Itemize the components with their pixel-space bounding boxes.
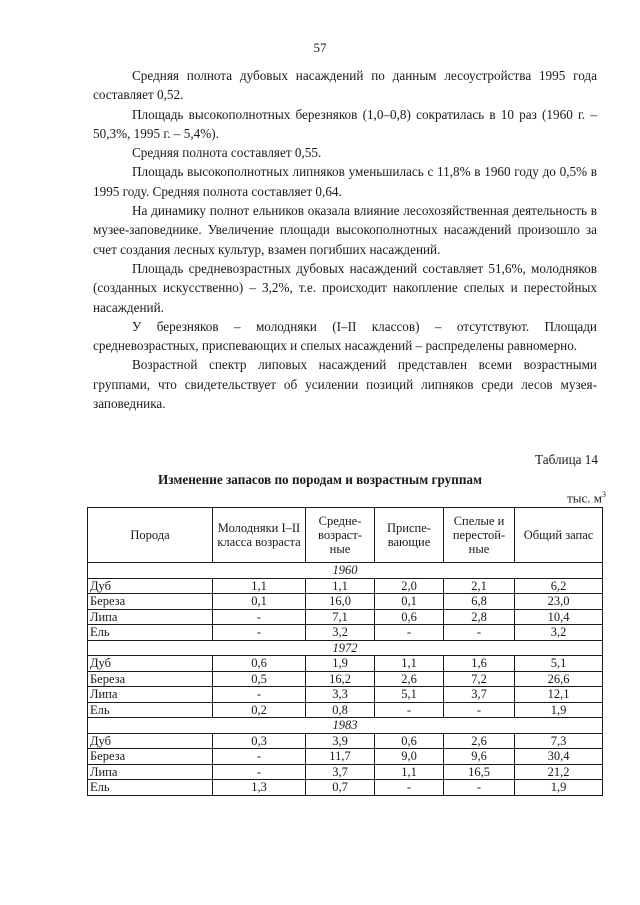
- value-cell: 3,7: [306, 764, 375, 780]
- unit-superscript: 3: [602, 490, 606, 499]
- value-cell: -: [213, 764, 306, 780]
- year-cell: 1972: [88, 640, 603, 656]
- species-cell: Береза: [88, 594, 213, 610]
- table-label: Таблица 14: [535, 452, 598, 467]
- value-cell: 2,6: [375, 671, 444, 687]
- header-cell: Молодняки I–II класса возраста: [213, 508, 306, 563]
- value-cell: 1,1: [375, 764, 444, 780]
- table-row: [88, 594, 603, 610]
- table-row: [88, 656, 603, 672]
- table-header-row: [88, 508, 603, 563]
- value-cell: 1,3: [213, 780, 306, 796]
- table-unit: [567, 490, 606, 506]
- value-cell: 1,1: [213, 578, 306, 594]
- value-cell: 0,5: [213, 671, 306, 687]
- value-cell: 16,0: [306, 594, 375, 610]
- header-cell: Порода: [88, 508, 213, 563]
- value-cell: 2,6: [444, 733, 515, 749]
- value-cell: 0,1: [213, 594, 306, 610]
- species-cell: Дуб: [88, 656, 213, 672]
- value-cell: 11,7: [306, 749, 375, 765]
- table-row: [88, 671, 603, 687]
- value-cell: 2,0: [375, 578, 444, 594]
- species-cell: Липа: [88, 764, 213, 780]
- value-cell: 3,3: [306, 687, 375, 703]
- table-row: [88, 780, 603, 796]
- value-cell: 23,0: [515, 594, 603, 610]
- species-cell: Липа: [88, 609, 213, 625]
- value-cell: 7,2: [444, 671, 515, 687]
- value-cell: 12,1: [515, 687, 603, 703]
- value-cell: -: [375, 625, 444, 641]
- value-cell: -: [213, 687, 306, 703]
- value-cell: 0,7: [306, 780, 375, 796]
- species-cell: Береза: [88, 749, 213, 765]
- value-cell: 0,1: [375, 594, 444, 610]
- value-cell: 7,3: [515, 733, 603, 749]
- species-cell: Липа: [88, 687, 213, 703]
- value-cell: -: [444, 702, 515, 718]
- value-cell: -: [213, 609, 306, 625]
- value-cell: 1,9: [515, 702, 603, 718]
- value-cell: 16,5: [444, 764, 515, 780]
- table-row: [88, 609, 603, 625]
- species-cell: Береза: [88, 671, 213, 687]
- year-cell: 1960: [88, 563, 603, 579]
- value-cell: -: [213, 625, 306, 641]
- species-cell: Ель: [88, 625, 213, 641]
- value-cell: 7,1: [306, 609, 375, 625]
- value-cell: 6,2: [515, 578, 603, 594]
- table-row: [88, 687, 603, 703]
- value-cell: -: [375, 702, 444, 718]
- header-cell: Спелые и перестой-ные: [444, 508, 515, 563]
- unit-text: тыс. м: [567, 490, 602, 506]
- year-cell: 1983: [88, 718, 603, 734]
- paragraph: На динамику полнот ельников оказала влияние лесохозяйственная деятельность в музее-заповеднике. Увеличение площади высокополнотных насаждений произошло за счет создания лесных культур, взамен погибших насаждений.: [93, 203, 597, 257]
- table-row: [88, 733, 603, 749]
- value-cell: 26,6: [515, 671, 603, 687]
- table-row: [88, 764, 603, 780]
- value-cell: 3,7: [444, 687, 515, 703]
- value-cell: 9,0: [375, 749, 444, 765]
- year-row: [88, 640, 603, 656]
- table-row: [88, 749, 603, 765]
- value-cell: 0,8: [306, 702, 375, 718]
- body-text: [93, 66, 597, 413]
- value-cell: 0,2: [213, 702, 306, 718]
- table-title: Изменение запасов по породам и возрастным группам: [158, 472, 482, 487]
- species-cell: Ель: [88, 780, 213, 796]
- value-cell: 1,9: [306, 656, 375, 672]
- paragraph: У березняков – молодняки (I–II классов) – отсутствуют. Площади средневозрастных, приспевающих и спелых насаждений – распределены равномерно.: [93, 318, 597, 354]
- value-cell: 5,1: [375, 687, 444, 703]
- paragraph: Средняя полнота дубовых насаждений по данным лесоустройства 1995 года составляет 0,52.: [93, 68, 597, 103]
- species-cell: Дуб: [88, 578, 213, 594]
- value-cell: 2,8: [444, 609, 515, 625]
- value-cell: 9,6: [444, 749, 515, 765]
- paragraph: Возрастной спектр липовых насаждений представлен всеми возрастными группами, что свидетельствует об усилении позиций липняков среди лесов музея-заповедника.: [93, 357, 597, 412]
- table-row: [88, 578, 603, 594]
- value-cell: 6,8: [444, 594, 515, 610]
- value-cell: 1,6: [444, 656, 515, 672]
- paragraph: Средняя полнота составляет 0,55.: [132, 145, 322, 161]
- value-cell: 3,2: [515, 625, 603, 641]
- header-cell: Приспе-вающие: [375, 508, 444, 563]
- value-cell: 3,9: [306, 733, 375, 749]
- value-cell: -: [444, 625, 515, 641]
- value-cell: 1,1: [306, 578, 375, 594]
- value-cell: 0,6: [375, 609, 444, 625]
- stock-table: [87, 507, 603, 796]
- year-row: [88, 563, 603, 579]
- value-cell: 3,2: [306, 625, 375, 641]
- table-row: [88, 625, 603, 641]
- value-cell: 0,3: [213, 733, 306, 749]
- value-cell: 2,1: [444, 578, 515, 594]
- value-cell: 1,9: [515, 780, 603, 796]
- value-cell: 30,4: [515, 749, 603, 765]
- species-cell: Дуб: [88, 733, 213, 749]
- header-cell: Общий запас: [515, 508, 603, 563]
- value-cell: 10,4: [515, 609, 603, 625]
- value-cell: 0,6: [375, 733, 444, 749]
- paragraph: Площадь высокополнотных березняков (1,0–0,8) сократилась в 10 раз (1960 г. – 50,3%, 1995 г. – 5,4%).: [93, 106, 597, 141]
- table-row: [88, 702, 603, 718]
- value-cell: -: [444, 780, 515, 796]
- value-cell: 5,1: [515, 656, 603, 672]
- paragraph: Площадь высокополнотных липняков уменьшилась с 11,8% в 1960 году до 0,5% в 1995 году. Средняя полнота составляет 0,64.: [93, 164, 597, 199]
- page-number: 57: [313, 40, 327, 55]
- value-cell: 1,1: [375, 656, 444, 672]
- value-cell: -: [375, 780, 444, 796]
- header-cell: Средне-возраст-ные: [306, 508, 375, 563]
- value-cell: 16,2: [306, 671, 375, 687]
- species-cell: Ель: [88, 702, 213, 718]
- value-cell: 21,2: [515, 764, 603, 780]
- year-row: [88, 718, 603, 734]
- value-cell: -: [213, 749, 306, 765]
- value-cell: 0,6: [213, 656, 306, 672]
- paragraph: Площадь средневозрастных дубовых насаждений составляет 51,6%, молодняков (созданных искусственно) – 3,2%, т.е. происходит накопление спелых и перестойных насаждений.: [93, 260, 597, 315]
